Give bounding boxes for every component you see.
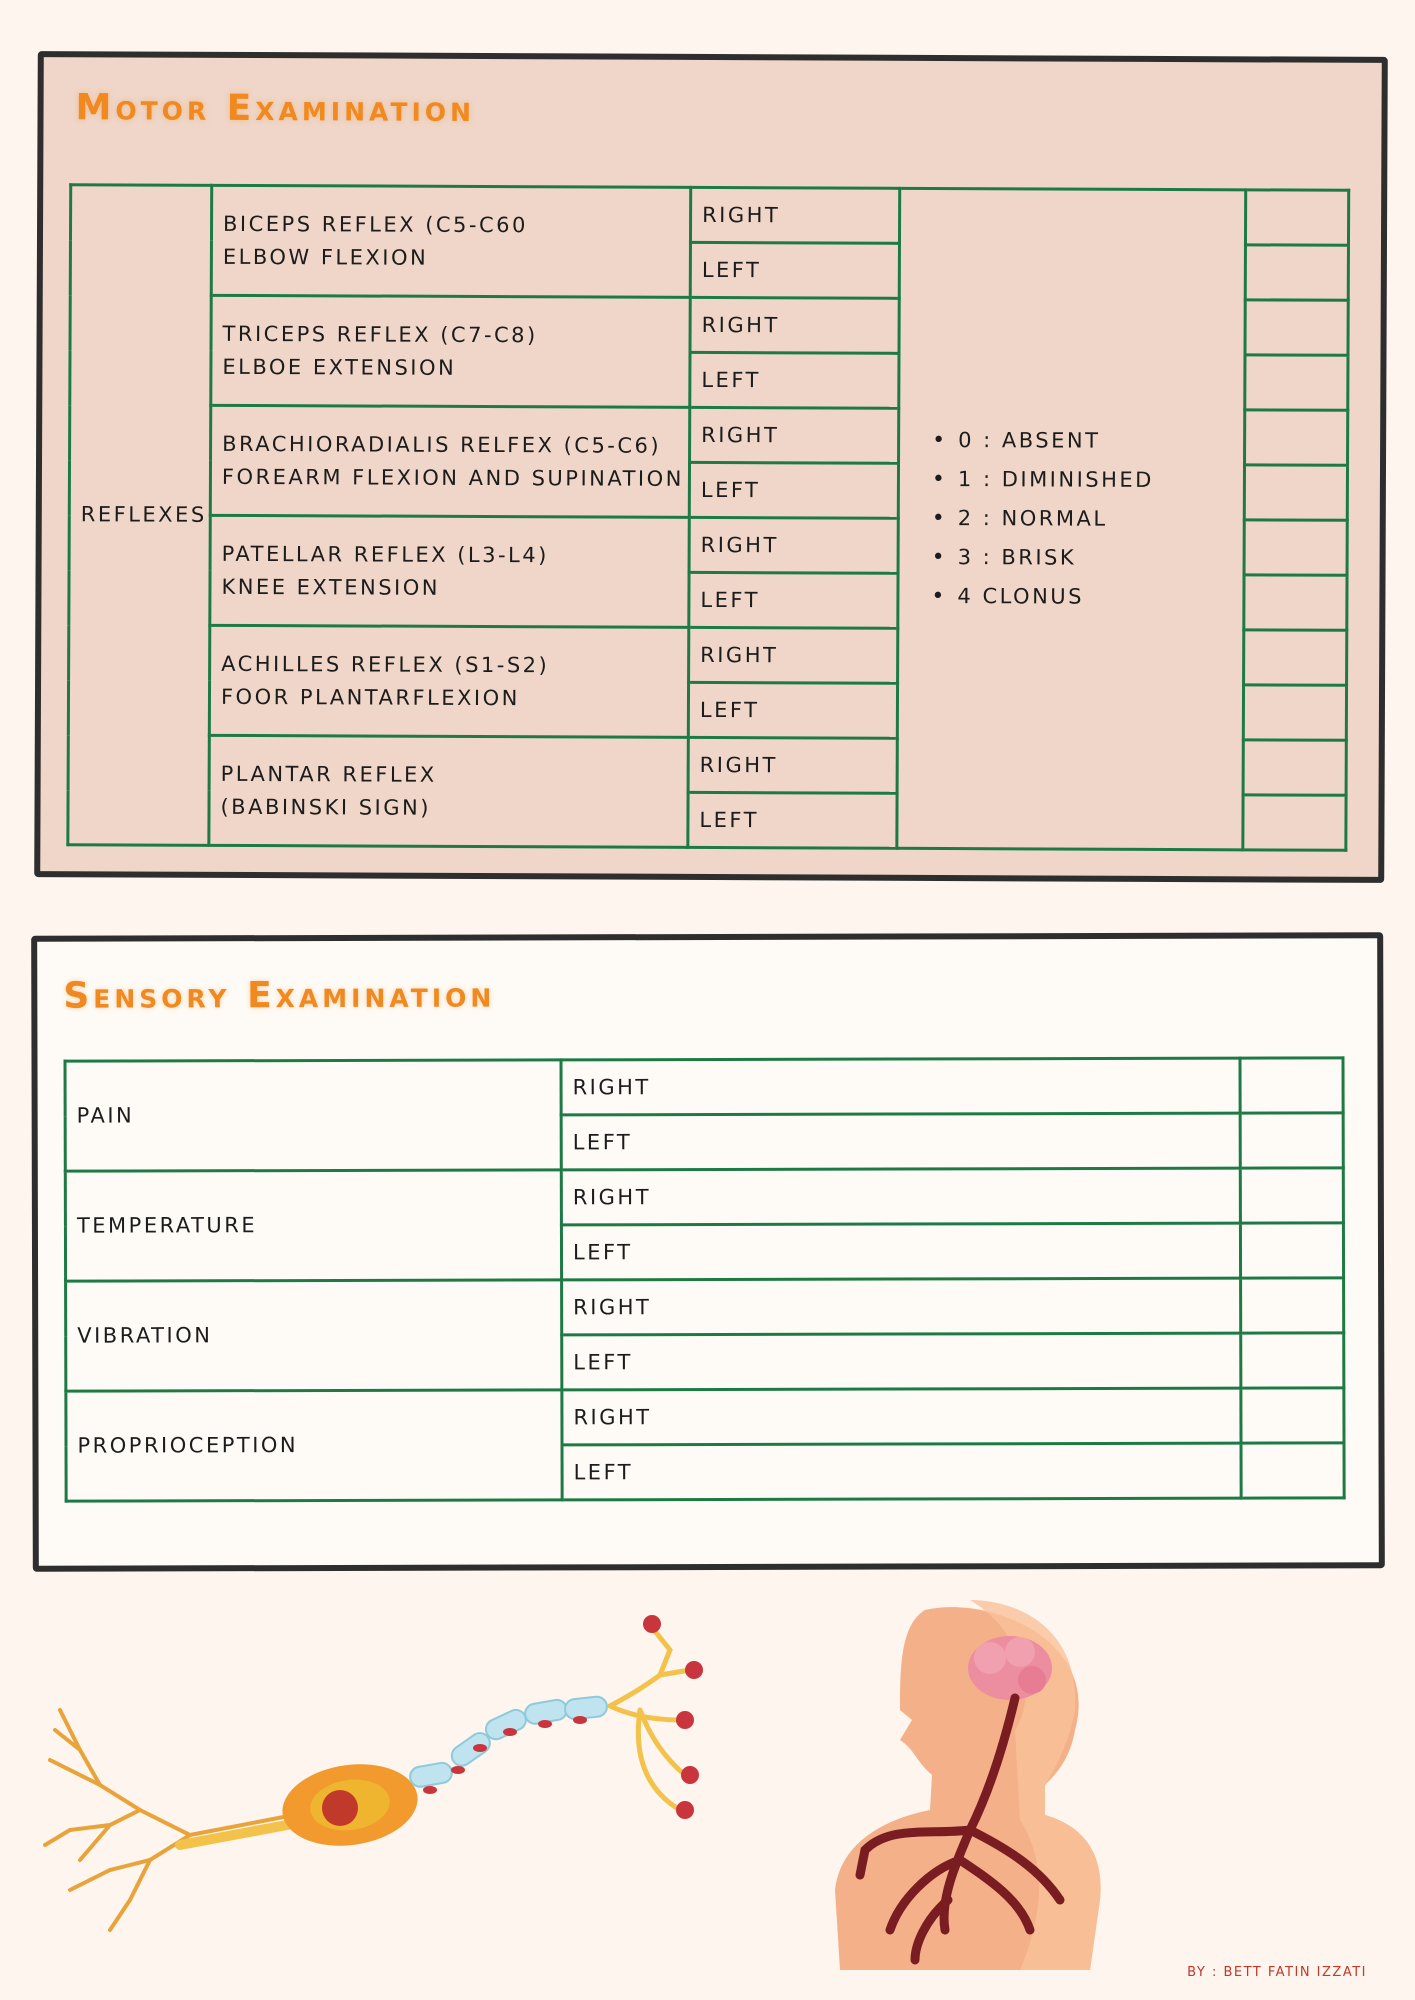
motor-examination-panel: [34, 51, 1388, 883]
score-cell[interactable]: [1240, 1168, 1343, 1223]
table-row: [70, 185, 1348, 246]
score-cell[interactable]: [1240, 1223, 1343, 1278]
legend-item: • 4 CLONUS: [931, 577, 1232, 617]
reflex-description: [209, 735, 688, 847]
reflex-description: [210, 515, 689, 627]
reflex-description: [211, 185, 690, 297]
side-right: RIGHT: [561, 1168, 1240, 1225]
reflex-description: [211, 295, 690, 407]
score-cell[interactable]: [1244, 575, 1347, 630]
score-cell[interactable]: [1243, 740, 1346, 795]
score-cell[interactable]: [1243, 795, 1346, 850]
legend-item: • 3 : BRISK: [932, 538, 1233, 578]
side-left: LEFT: [561, 1223, 1240, 1280]
side-right: RIGHT: [689, 517, 898, 573]
reflex-name: BICEPS REFLEX (C5-C60: [223, 211, 528, 238]
score-cell[interactable]: [1245, 245, 1348, 300]
reflex-name: ACHILLES REFLEX (S1-S2): [221, 651, 550, 678]
table-row: [65, 1168, 1343, 1226]
side-right: RIGHT: [690, 297, 899, 353]
score-cell[interactable]: [1240, 1113, 1343, 1168]
side-left: LEFT: [690, 352, 899, 408]
motor-examination-title: Motor Examination: [75, 87, 476, 130]
side-left: LEFT: [688, 682, 897, 738]
reflex-action: FOREARM FLEXION AND SUPINATION: [221, 464, 684, 491]
sensory-examination-title: Sensory Examination: [63, 974, 496, 1017]
score-cell[interactable]: [1244, 465, 1347, 520]
side-right: RIGHT: [690, 407, 899, 463]
table-row: [66, 1278, 1344, 1336]
reflex-name: PLANTAR REFLEX: [220, 761, 437, 787]
side-left: LEFT: [561, 1113, 1240, 1170]
score-cell[interactable]: [1241, 1278, 1344, 1333]
sensory-table: [63, 1056, 1345, 1502]
score-cell[interactable]: [1241, 1443, 1344, 1498]
side-left: LEFT: [690, 242, 899, 298]
reflex-name: BRACHIORADIALIS RELFEX (C5-C6): [222, 431, 662, 458]
author-credit: BY : BETT FATIN IZZATI: [1187, 1965, 1367, 1980]
reflex-action: ELBOE EXTENSION: [222, 354, 457, 380]
score-cell[interactable]: [1240, 1058, 1343, 1113]
score-cell[interactable]: [1245, 300, 1348, 355]
table-row: [66, 1388, 1344, 1446]
sensory-modality: VIBRATION: [66, 1280, 562, 1391]
grading-legend: [897, 188, 1246, 850]
sensory-examination-panel: [31, 932, 1385, 1572]
side-right: RIGHT: [562, 1388, 1241, 1445]
legend-item: • 2 : NORMAL: [932, 499, 1233, 539]
reflex-description: [210, 405, 689, 517]
side-left: LEFT: [562, 1443, 1241, 1500]
side-left: LEFT: [689, 572, 898, 628]
legend-item: • 1 : DIMINISHED: [932, 460, 1233, 500]
reflex-name: PATELLAR REFLEX (L3-L4): [221, 541, 549, 568]
score-cell[interactable]: [1241, 1388, 1344, 1443]
side-right: RIGHT: [689, 627, 898, 683]
side-right: RIGHT: [688, 737, 897, 793]
score-cell[interactable]: [1245, 190, 1348, 245]
score-cell[interactable]: [1241, 1333, 1344, 1388]
legend-item: • 0 : ABSENT: [932, 421, 1233, 461]
score-cell[interactable]: [1244, 630, 1347, 685]
score-cell[interactable]: [1245, 355, 1348, 410]
side-left: LEFT: [689, 462, 898, 518]
score-cell[interactable]: [1244, 520, 1347, 575]
side-right: RIGHT: [562, 1278, 1241, 1335]
sensory-modality: PAIN: [65, 1060, 561, 1171]
sensory-modality: PROPRIOCEPTION: [66, 1390, 562, 1501]
reflex-description: [209, 625, 688, 737]
reflex-action: KNEE EXTENSION: [221, 574, 441, 600]
side-left: LEFT: [562, 1333, 1241, 1390]
neuron-icon: [40, 1610, 720, 1940]
score-cell[interactable]: [1243, 685, 1346, 740]
reflex-name: TRICEPS REFLEX (C7-C8): [222, 321, 538, 348]
reflexes-group-label: REFLEXES: [68, 185, 212, 846]
reflex-action: (BABINSKI SIGN): [220, 794, 432, 820]
legend-list: [909, 421, 1233, 617]
side-left: LEFT: [688, 792, 897, 848]
reflexes-table: [66, 183, 1350, 852]
side-right: RIGHT: [561, 1058, 1240, 1115]
table-row: [65, 1058, 1343, 1116]
reflex-action: FOOR PLANTARFLEXION: [220, 684, 520, 710]
brain-spinal-cord-icon: [820, 1600, 1120, 1970]
reflex-action: ELBOW FLEXION: [222, 244, 429, 270]
sensory-modality: TEMPERATURE: [65, 1170, 561, 1281]
side-right: RIGHT: [690, 187, 899, 243]
score-cell[interactable]: [1245, 410, 1348, 465]
